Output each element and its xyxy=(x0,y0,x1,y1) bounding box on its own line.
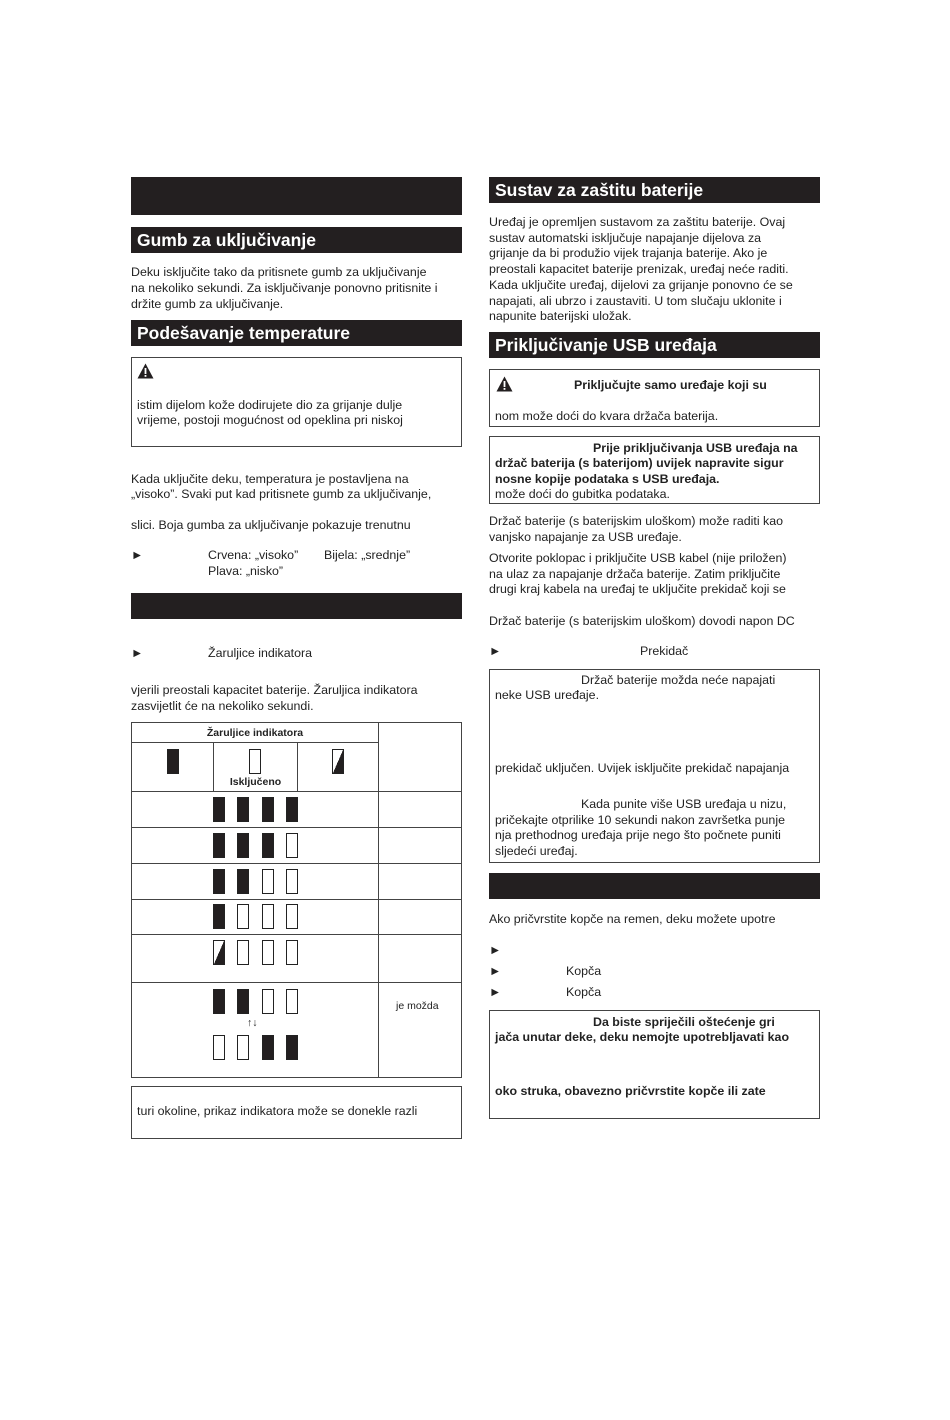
legend-off-label: Isključeno xyxy=(229,776,282,788)
usb-note-a-1: Držač baterije možda neće napajati xyxy=(581,673,776,687)
note-box-usb xyxy=(489,669,820,863)
indicator-lamp xyxy=(286,989,298,1014)
indicator-lamp xyxy=(237,797,249,822)
indicator-lamp xyxy=(286,904,298,929)
legend-off-lamp xyxy=(249,749,261,774)
indicator-lamp xyxy=(213,1035,225,1060)
indicator-lamp xyxy=(237,1035,249,1060)
color-red: Crvena: „visoko” xyxy=(208,548,299,562)
notice-line-3: nosne kopije podataka s USB uređaja. xyxy=(495,472,720,486)
indicator-lamp xyxy=(213,797,225,822)
clip-caution-2: jača unutar deke, deku nemojte upotrebljavati kao xyxy=(495,1030,790,1044)
arrow-marker: ► xyxy=(489,644,502,658)
indicator-section-bar xyxy=(131,593,462,619)
color-white: Bijela: „srednje” xyxy=(324,548,411,562)
power-button-line-1: Deku isključite tako da pritisnete gumb za uključivanje xyxy=(131,265,427,279)
usb-para-1-line-1: Držač baterije (s baterijskim uloškom) može raditi kao xyxy=(489,514,784,528)
clip-para: Ako pričvrstite kopče na remen, deku možete upotre xyxy=(489,912,776,926)
warning-line-1: istim dijelom kože dodirujete dio za grijanje dulje xyxy=(137,398,403,412)
indicator-lamp xyxy=(286,833,298,858)
battery-protection-line: grijanje da bi produžio vijek trajanja baterije. Ako je xyxy=(489,246,768,261)
temperature-para-2: slici. Boja gumba za uključivanje pokazuje trenutnu xyxy=(131,518,411,532)
arrow-marker: ► xyxy=(131,548,144,562)
arrow-marker: ► xyxy=(489,985,502,999)
usb-note-c-2: pričekajte otprilike 10 sekundi nakon završetka punje xyxy=(495,813,785,827)
table-header: Žaruljice indikatora xyxy=(206,727,304,739)
indicator-lamp xyxy=(213,989,225,1014)
indicator-lamp xyxy=(286,869,298,894)
top-black-bar xyxy=(131,177,462,215)
battery-protection-line: sustav automatski isključuje napajanje dijelova za xyxy=(489,230,762,245)
indicator-lamp xyxy=(262,797,274,822)
notice-line-2: držač baterija (s baterijom) uvijek napravite sigur xyxy=(495,456,784,470)
alternate-arrows: ↑↓ xyxy=(247,1017,258,1029)
warning-icon xyxy=(496,376,513,397)
clip-caution-1: Da biste spriječili oštećenje gri xyxy=(593,1015,775,1029)
indicator-lamp xyxy=(213,940,225,965)
arrow-marker: ► xyxy=(489,964,502,978)
usb-warning-line-2: nom može doći do kvara držača baterija. xyxy=(495,409,719,423)
usb-note-c-4: sljedeći uređaj. xyxy=(495,844,578,858)
indicator-lamp xyxy=(262,940,274,965)
indicator-lamp xyxy=(286,797,298,822)
switch-label: Prekidač xyxy=(640,644,689,658)
indicator-lamp xyxy=(237,869,249,894)
battery-protection-line: Kada uključite uređaj, dijelovi za grijanje ponovno će se xyxy=(489,277,793,292)
clip-label-1: Kopča xyxy=(566,964,602,978)
usb-para-2-line-3: drugi kraj kabela na uređaj te uključite prekidač koji se xyxy=(489,582,786,596)
usb-warning-bold: Priključujte samo uređaje koji su xyxy=(574,378,767,392)
temperature-para-1-line-1: Kada uključite deku, temperatura je postavljena na xyxy=(131,472,409,486)
warning-box-usb xyxy=(489,369,820,427)
indicator-lamp xyxy=(262,989,274,1014)
indicator-lamp xyxy=(262,904,274,929)
indicator-lamp xyxy=(237,833,249,858)
heading-battery-protection: Sustav za zaštitu baterije xyxy=(489,177,820,203)
indicator-lamp xyxy=(213,904,225,929)
indicator-lamp xyxy=(237,940,249,965)
indicator-lamps-label: Žaruljice indikatora xyxy=(208,646,312,660)
warning-box-temperature xyxy=(131,357,462,447)
usb-note-a-2: neke USB uređaje. xyxy=(495,688,600,702)
arrow-marker: ► xyxy=(489,943,502,957)
legend-on-lamp xyxy=(167,749,179,774)
power-button-line-3: držite gumb za uključivanje. xyxy=(131,297,284,311)
battery-protection-line: napajati, ali ubrzo i zaustaviti. U tom slučaju uklonite i xyxy=(489,293,782,308)
usb-para-2-line-2: na ulaz za napajanje držača baterije. Zatim priključite xyxy=(489,567,781,581)
indicator-para-line-2: zasvijetlit će na nekoliko sekundi. xyxy=(131,699,314,713)
usb-para-1-line-2: vanjsko napajanje za USB uređaje. xyxy=(489,530,682,544)
usb-note-b: prekidač uključen. Uvijek isključite prekidač napajanja xyxy=(495,761,790,775)
indicator-lamp xyxy=(286,1035,298,1060)
indicator-lamp xyxy=(213,869,225,894)
color-blue: Plava: „nisko” xyxy=(208,564,284,578)
indicator-para-line-1: vjerili preostali kapacitet baterije. Žaruljica indikatora xyxy=(131,683,418,697)
notice-line-4: može doći do gubitka podataka. xyxy=(495,487,670,501)
notice-box-usb xyxy=(489,436,820,504)
caution-box-clip xyxy=(489,1010,820,1119)
battery-protection-line: Uređaj je opremljen sustavom za zaštitu baterije. Ovaj xyxy=(489,215,786,229)
usb-note-c-1: Kada punite više USB uređaja u nizu, xyxy=(581,797,787,811)
note-box-left xyxy=(131,1086,462,1139)
indicator-lamp xyxy=(262,833,274,858)
battery-protection-line: napunite baterijski uložak. xyxy=(489,309,632,324)
usb-para-2-line-1: Otvorite poklopac i priključite USB kabel (nije priložen) xyxy=(489,551,787,565)
temperature-para-1-line-2: „visoko”. Svaki put kad pritisnete gumb za uključivanje, xyxy=(131,487,432,501)
usb-note-c-3: nja prethodnog uređaja prije nego što počnete puniti xyxy=(495,828,781,842)
heading-temperature: Podešavanje temperature xyxy=(131,320,462,346)
clip-section-bar xyxy=(489,873,820,899)
heading-usb: Priključivanje USB uređaja xyxy=(489,332,820,358)
indicator-table xyxy=(131,722,462,1078)
arrow-marker: ► xyxy=(131,646,144,660)
battery-protection-line: preostali kapacitet baterije prenizak, uređaj neće raditi. xyxy=(489,262,789,277)
warning-icon xyxy=(137,363,154,384)
indicator-lamp xyxy=(262,869,274,894)
indicator-lamp xyxy=(237,989,249,1014)
heading-power-button: Gumb za uključivanje xyxy=(131,227,462,253)
last-row-note: je možda xyxy=(396,1000,439,1012)
warning-line-2: vrijeme, postoji mogućnost od opeklina pri niskoj xyxy=(137,413,403,427)
indicator-lamp xyxy=(262,1035,274,1060)
usb-para-3: Držač baterije (s baterijskim uloškom) dovodi napon DC xyxy=(489,614,795,628)
indicator-lamp xyxy=(237,904,249,929)
power-button-line-2: na nekoliko sekundi. Za isključivanje ponovno pritisnite i xyxy=(131,281,438,295)
indicator-lamp xyxy=(213,833,225,858)
legend-blink-lamp xyxy=(332,749,344,774)
notice-line-1: Prije priključivanja USB uređaja na xyxy=(593,441,798,455)
clip-caution-3: oko struka, obavezno pričvrstite kopče ili zate xyxy=(495,1084,766,1098)
indicator-lamp xyxy=(286,940,298,965)
clip-label-2: Kopča xyxy=(566,985,602,999)
note-line: turi okoline, prikaz indikatora može se donekle razli xyxy=(137,1104,418,1118)
